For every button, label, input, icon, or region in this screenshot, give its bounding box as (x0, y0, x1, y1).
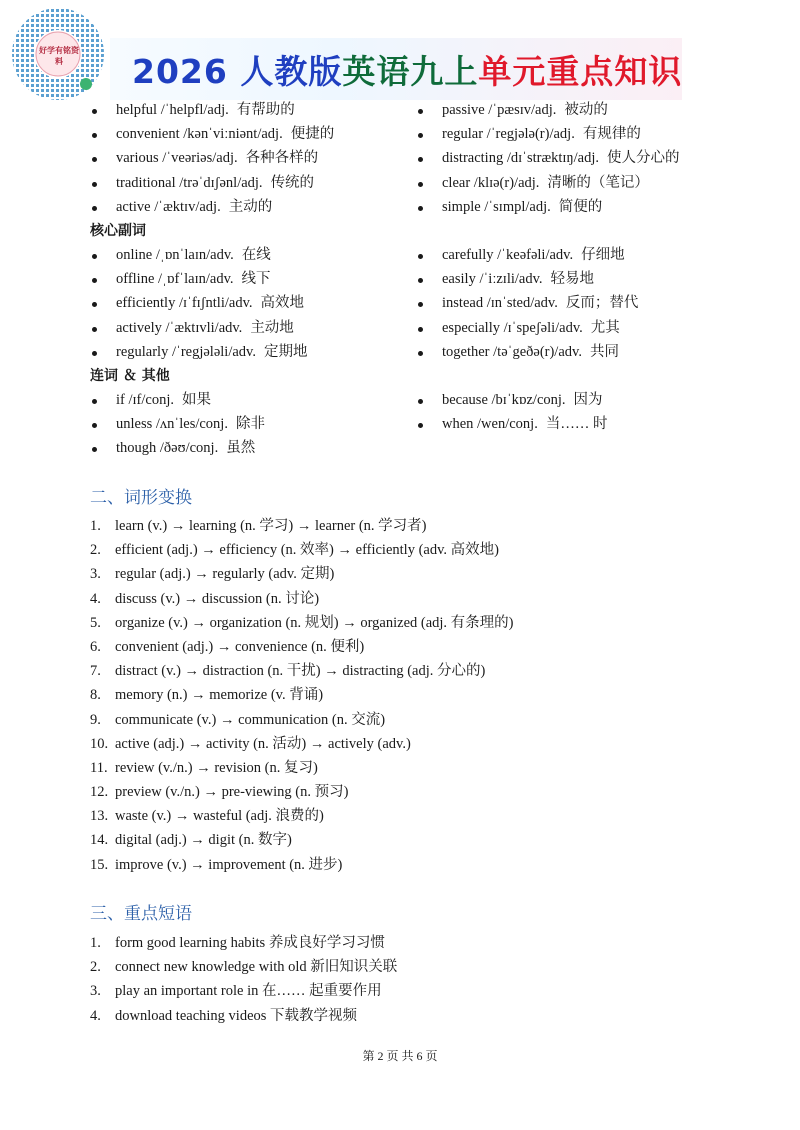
list-item: 14. digital (adj.) → digit (n. 数字) (90, 832, 292, 849)
list-item: helpful /ˈhelpfl/adj. 有帮助的 (90, 98, 334, 122)
list-item: 3. play an important role in 在…… 起重要作用 (90, 983, 382, 1000)
list-item: 4. download teaching videos 下载教学视频 (90, 1007, 358, 1024)
list-item: 2. connect new knowledge with old 新旧知识关联 (90, 959, 398, 976)
adverbs-left-list (90, 243, 307, 364)
list-item: distracting /dɪˈstræktɪŋ/adj. 使人分心的 (416, 146, 680, 170)
list-item: if /ɪf/conj. 如果 (90, 388, 265, 412)
list-item: 1. form good learning habits 养成良好学习习惯 (90, 935, 385, 951)
conjunctions-left-list (90, 388, 265, 461)
list-item: carefully /ˈkeəfəli/adv. 仔细地 (416, 243, 638, 267)
list-item: online /ˌɒnˈlaɪn/adv. 在线 (90, 243, 307, 267)
list-item: regularly /ˈregjələli/adv. 定期地 (90, 340, 307, 364)
list-item: efficiently /ɪˈfɪʃntli/adv. 高效地 (90, 291, 307, 315)
list-item: offline /ˌɒfˈlaɪn/adv. 线下 (90, 267, 307, 291)
list-item: simple /ˈsɪmpl/adj. 简便的 (416, 195, 680, 219)
list-item: 10. active (adj.) → activity (n. 活动) → actively (adv.) (90, 735, 411, 752)
list-item: actively /ˈæktɪvli/adv. 主动地 (90, 316, 307, 340)
list-item: 6. convenient (adj.) → convenience (n. 便利) (90, 638, 365, 655)
list-item: 9. communicate (v.) → communication (n. 交流) (90, 711, 386, 728)
list-item: 7. distract (v.) → distraction (n. 干扰) → distracting (adj. 分心的) (90, 663, 486, 680)
list-item: instead /ɪnˈsted/adv. 反而；替代 (416, 291, 638, 315)
title-part-subject: 英语九上 (342, 52, 479, 91)
list-item: unless /ʌnˈles/conj. 除非 (90, 412, 265, 436)
title-part-year: 2026 人教版 (132, 52, 343, 91)
list-item: 1. learn (v.) → learning (n. 学习) → learner (n. 学习者) (90, 518, 427, 534)
list-item: traditional /trəˈdɪʃənl/adj. 传统的 (90, 171, 334, 195)
list-item: 8. memory (n.) → memorize (v. 背诵) (90, 687, 324, 704)
list-item: 15. improve (v.) → improvement (n. 进步) (90, 856, 343, 873)
list-item: clear /klɪə(r)/adj. 清晰的（笔记） (416, 171, 680, 195)
logo-text: 好学有铭资料 (39, 46, 79, 66)
list-item: 2. efficient (adj.) → efficiency (n. 效率) → efficiently (adv. 高效地) (90, 542, 499, 559)
list-item: together /təˈgeðə(r)/adv. 共同 (416, 340, 638, 364)
list-item: 11. review (v./n.) → revision (n. 复习) (90, 759, 318, 776)
phrases-list (90, 931, 397, 1028)
list-item: passive /ˈpæsɪv/adj. 被动的 (416, 98, 680, 122)
adverbs-heading: 核心副词 (90, 223, 146, 239)
list-item: various /ˈveəriəs/adj. 各种各样的 (90, 146, 334, 170)
list-item: 4. discuss (v.) → discussion (n. 讨论) (90, 590, 320, 607)
list-item: when /wen/conj. 当…… 时 (416, 412, 607, 436)
page-title (132, 50, 682, 94)
qr-code-logo (6, 4, 110, 104)
adjectives-right-list (416, 98, 680, 219)
conjunctions-right-list (416, 388, 607, 436)
list-item: convenient /kənˈviːniənt/adj. 便捷的 (90, 122, 334, 146)
adverbs-right-list (416, 243, 638, 364)
list-item: 5. organize (v.) → organization (n. 规划) → organized (adj. 有条理的) (90, 614, 514, 631)
title-part-topic: 单元重点知识 (478, 52, 683, 91)
page-number: 第 2 页 共 6 页 (362, 1049, 438, 1063)
list-item: 12. preview (v./n.) → pre-viewing (n. 预习) (90, 784, 349, 801)
list-item: easily /ˈiːzɪli/adv. 轻易地 (416, 267, 638, 291)
list-item: active /ˈæktɪv/adj. 主动的 (90, 195, 334, 219)
list-item: especially /ɪˈspeʃəli/adv. 尤其 (416, 316, 638, 340)
phrases-heading: 三、重点短语 (90, 904, 192, 924)
conjunctions-heading: 连词 ＆ 其他 (90, 368, 170, 384)
list-item: because /bɪˈkɒz/conj. 因为 (416, 388, 607, 412)
word-forms-heading: 二、词形变换 (90, 488, 192, 508)
adjectives-left-list (90, 98, 334, 219)
word-forms-list (90, 514, 514, 877)
list-item: 3. regular (adj.) → regularly (adv. 定期) (90, 566, 335, 583)
list-item: 13. waste (v.) → wasteful (adj. 浪费的) (90, 808, 324, 825)
list-item: regular /ˈregjələ(r)/adj. 有规律的 (416, 122, 680, 146)
list-item: though /ðəʊ/conj. 虽然 (90, 436, 265, 460)
